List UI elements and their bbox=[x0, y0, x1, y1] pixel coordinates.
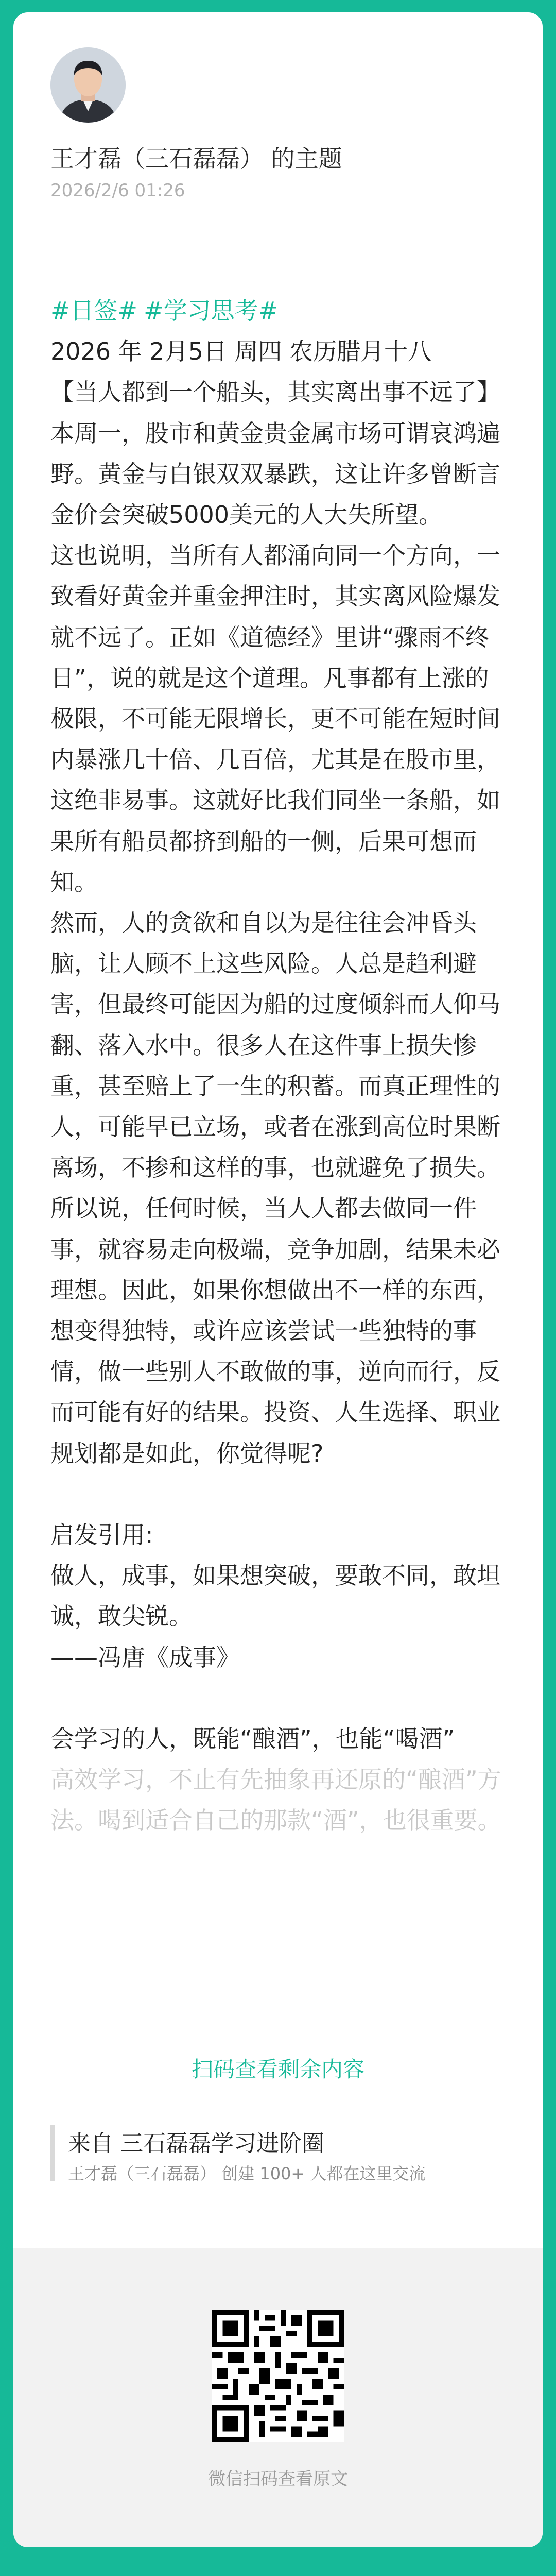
brand-name bbox=[250, 2572, 337, 2576]
qr-caption: 微信扫码查看原文 bbox=[208, 2469, 348, 2489]
faded-paragraph: 高效学习，不止有先抽象再还原的“酿酒”方法。喝到适合自己的那款“酒”，也很重要。 bbox=[50, 1766, 501, 1835]
circle-title: 来自 三石磊磊学习进阶圈 bbox=[68, 2130, 324, 2157]
post-headline: 【当人都到一个船头，其实离出事不远了】 bbox=[50, 378, 500, 406]
qr-code-icon[interactable] bbox=[212, 2310, 344, 2442]
quote-text: 做人，成事，如果想突破，要敢不同，敢坦诚，敢尖锐。 bbox=[50, 1562, 500, 1631]
tag-daily[interactable]: #日签# bbox=[50, 297, 138, 325]
paragraph: 会学习的人，既能“酿酒”，也能“喝酒” bbox=[50, 1725, 455, 1753]
brand-footer bbox=[0, 2568, 556, 2576]
post-body bbox=[50, 291, 509, 1841]
tag-list bbox=[50, 291, 509, 331]
scan-more-link[interactable]: 扫码查看剩余内容 bbox=[191, 2057, 364, 2082]
content-fade-overlay bbox=[13, 1929, 543, 2016]
quote-source: ——冯唐《成事》 bbox=[50, 1643, 240, 1671]
post-card bbox=[13, 12, 543, 2547]
circle-subtitle: 王才磊（三石磊磊） 创建 100+ 人都在这里交流 bbox=[68, 2164, 426, 2183]
post-date: 2026/2/6 01:26 bbox=[50, 180, 185, 201]
post-date-line: 2026 年 2月5日 周四 农历腊月十八 bbox=[50, 337, 432, 366]
avatar[interactable] bbox=[50, 47, 126, 123]
circle-info[interactable] bbox=[50, 2125, 514, 2181]
paragraph: 这也说明，当所有人都涌向同一个方向，一致看好黄金并重金押注时，其实离风险爆发就不远了。正如《道德经》里讲“骤雨不终日”，说的就是这个道理。凡事都有上涨的极限，不可能无限增长，更不可能在短时间内暴涨几十倍、几百倍，尤其是在股市里，这绝非易事。这就好比我们同坐一条船，如果所有船员都挤到船的一侧，后果可想而知。 bbox=[50, 541, 500, 896]
paragraph: 本周一，股市和黄金贵金属市场可谓哀鸿遍野。黄金与白银双双暴跌，这让许多曾断言金价会突破5000美元的人大失所望。 bbox=[50, 419, 500, 529]
quote-bar bbox=[50, 2125, 55, 2181]
tag-learning[interactable]: #学习思考# bbox=[144, 297, 279, 325]
qr-section bbox=[13, 2248, 543, 2547]
paragraph: 然而，人的贪欲和自以为是往往会冲昏头脑，让人顾不上这些风险。人总是趋利避害，但最终可能因为船的过度倾斜而人仰马翻、落入水中。很多人在这件事上损失惨重，甚至赔上了一生的积蓄。而真正理性的人，可能早已立场，或者在涨到高位时果断离场，不掺和这样的事，也就避免了损失。所以说，任何时候，当人人都去做同一件事，就容易走向极端，竞争加剧，结果未必理想。因此，如果你想做出不一样的东西，想变得独特，或许应该尝试一些独特的事情，做一些别人不敢做的事，逆向而行，反而可能有好的结果。投资、人生选择、职业规划都是如此，你觉得呢? bbox=[50, 909, 500, 1467]
author-title[interactable]: 王才磊（三石磊磊） 的主题 bbox=[50, 145, 342, 173]
quote-heading: 启发引用: bbox=[50, 1521, 153, 1549]
